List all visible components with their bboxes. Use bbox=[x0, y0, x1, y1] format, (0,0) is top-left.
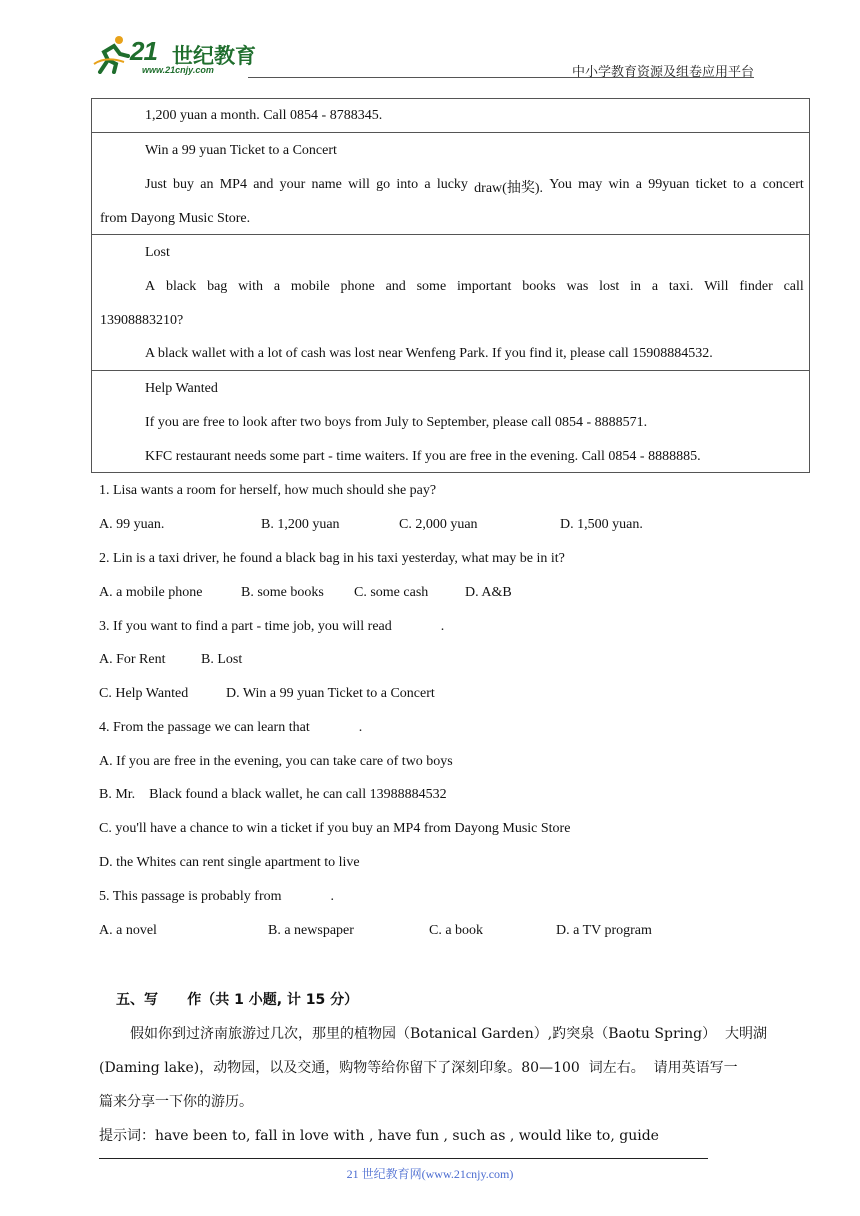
word: You bbox=[549, 177, 572, 192]
runner-icon bbox=[92, 34, 132, 74]
help-text-2: KFC restaurant needs some part - time waiters. If you are free in the evening. Call 0854 - 8888885. bbox=[145, 449, 701, 464]
q3-option-d: D. Win a 99 yuan Ticket to a Concert bbox=[226, 686, 435, 701]
word: a bbox=[273, 279, 281, 294]
word: a bbox=[635, 177, 642, 192]
word: draw(抽奖). bbox=[474, 181, 543, 196]
word: go bbox=[376, 177, 391, 192]
word: name bbox=[311, 177, 342, 192]
word: mobile bbox=[290, 279, 330, 294]
word: 99yuan bbox=[648, 177, 690, 192]
concert-text-line bbox=[145, 177, 804, 197]
word: in bbox=[630, 279, 642, 294]
word: to bbox=[733, 177, 744, 192]
ad-box-rent bbox=[91, 98, 810, 133]
word: finder bbox=[739, 279, 773, 294]
concert-title: Win a 99 yuan Ticket to a Concert bbox=[145, 143, 337, 158]
q1-option-b: B. 1,200 yuan bbox=[261, 517, 340, 532]
q5-option-b: B. a newspaper bbox=[268, 923, 354, 938]
concert-text-cont: from Dayong Music Store. bbox=[100, 211, 251, 226]
word: A bbox=[145, 279, 156, 294]
q1-option-c: C. 2,000 yuan bbox=[399, 517, 478, 532]
word: was bbox=[566, 279, 589, 294]
word: with bbox=[238, 279, 263, 294]
header-divider bbox=[248, 77, 754, 78]
lost-text-cont: 13908883210? bbox=[100, 313, 184, 328]
word: books bbox=[522, 279, 556, 294]
lost-wallet-text: A black wallet with a lot of cash was lost near Wenfeng Park. If you find it, please call 15908884532. bbox=[145, 346, 713, 361]
platform-title: 中小学教育资源及组卷应用平台 bbox=[571, 64, 754, 79]
word: and bbox=[385, 279, 406, 294]
lost-title: Lost bbox=[145, 245, 170, 260]
q5-option-c: C. a book bbox=[429, 923, 484, 938]
q1-option-d: D. 1,500 yuan. bbox=[560, 517, 643, 532]
word: black bbox=[165, 279, 197, 294]
word: buy bbox=[173, 177, 195, 192]
writing-para-3: 篇来分享一下你的游历。 bbox=[99, 1094, 253, 1110]
site-logo bbox=[92, 34, 262, 78]
q3-option-c: C. Help Wanted bbox=[99, 686, 189, 701]
writing-para-1: 假如你到过济南旅游过几次，那里的植物园（Botanical Garden）,趵突泉（Baotu Spring） 大明湖 bbox=[130, 1026, 767, 1042]
q2-option-d: D. A&B bbox=[465, 585, 512, 600]
ad-box-help bbox=[91, 370, 810, 473]
word: your bbox=[279, 177, 306, 192]
word: an bbox=[200, 177, 214, 192]
word: Will bbox=[704, 279, 729, 294]
question-3: 3. If you want to find a part - time job, you will read . bbox=[99, 619, 445, 634]
help-title: Help Wanted bbox=[145, 381, 218, 396]
page-header bbox=[0, 0, 860, 80]
footer-text: 21 世纪教育网(www.21cnjy.com) bbox=[346, 1167, 514, 1181]
q3-option-b: B. Lost bbox=[201, 652, 243, 667]
q4-option-a: A. If you are free in the evening, you can take care of two boys bbox=[99, 754, 453, 769]
word: taxi. bbox=[668, 279, 694, 294]
q4-option-b: B. Mr. Black found a black wallet, he can call 13988884532 bbox=[99, 787, 447, 802]
word: MP4 bbox=[219, 177, 247, 192]
writing-para-2: (Daming lake)，动物园，以及交通，购物等给你留下了深刻印象。80—100 词左右。 请用英语写一 bbox=[99, 1060, 738, 1076]
lost-text-line bbox=[145, 279, 804, 295]
ad-box-lost bbox=[91, 234, 810, 371]
question-5: 5. This passage is probably from . bbox=[99, 889, 334, 904]
word: may bbox=[578, 177, 603, 192]
q1-option-a: A. 99 yuan. bbox=[99, 517, 165, 532]
ad-box-concert bbox=[91, 132, 810, 235]
footer-divider bbox=[99, 1158, 708, 1159]
word: and bbox=[253, 177, 274, 192]
word: will bbox=[348, 177, 370, 192]
word: lost bbox=[599, 279, 620, 294]
word: bag bbox=[207, 279, 228, 294]
word: a bbox=[651, 279, 659, 294]
q2-option-c: C. some cash bbox=[354, 585, 429, 600]
logo-url: www.21cnjy.com bbox=[142, 65, 214, 75]
question-1: 1. Lisa wants a room for herself, how much should she pay? bbox=[99, 483, 437, 498]
q2-option-a: A. a mobile phone bbox=[99, 585, 203, 600]
section-title: 五、写 作（共 1 小题, 计 15 分） bbox=[116, 992, 359, 1008]
word: important bbox=[456, 279, 512, 294]
question-2: 2. Lin is a taxi driver, he found a black bag in his taxi yesterday, what may be in it? bbox=[99, 551, 565, 566]
word: some bbox=[416, 279, 447, 294]
q4-option-d: D. the Whites can rent single apartment to live bbox=[99, 855, 360, 870]
q4-option-c: C. you'll have a chance to win a ticket if you buy an MP4 from Dayong Music Store bbox=[99, 821, 571, 836]
q5-option-a: A. a novel bbox=[99, 923, 157, 938]
help-text-1: If you are free to look after two boys from July to September, please call 0854 - 8888571. bbox=[145, 415, 648, 430]
word: a bbox=[750, 177, 757, 192]
rent-text: 1,200 yuan a month. Call 0854 - 8788345. bbox=[145, 108, 383, 123]
word: ticket bbox=[695, 177, 727, 192]
word: phone bbox=[340, 279, 375, 294]
question-4: 4. From the passage we can learn that . bbox=[99, 720, 363, 735]
logo-number: 21 bbox=[130, 36, 157, 66]
writing-hint: 提示词：have been to, fall in love with , have fun , such as , would like to, guide bbox=[99, 1128, 659, 1144]
word: concert bbox=[762, 177, 804, 192]
word: win bbox=[608, 177, 630, 192]
word: Just bbox=[145, 177, 167, 192]
q5-option-d: D. a TV program bbox=[556, 923, 652, 938]
word: call bbox=[783, 279, 804, 294]
word: into bbox=[396, 177, 419, 192]
word: a bbox=[424, 177, 431, 192]
q3-option-a: A. For Rent bbox=[99, 652, 166, 667]
logo-text: 世纪教育 bbox=[172, 44, 256, 68]
q2-option-b: B. some books bbox=[241, 585, 324, 600]
word: lucky bbox=[436, 177, 468, 192]
